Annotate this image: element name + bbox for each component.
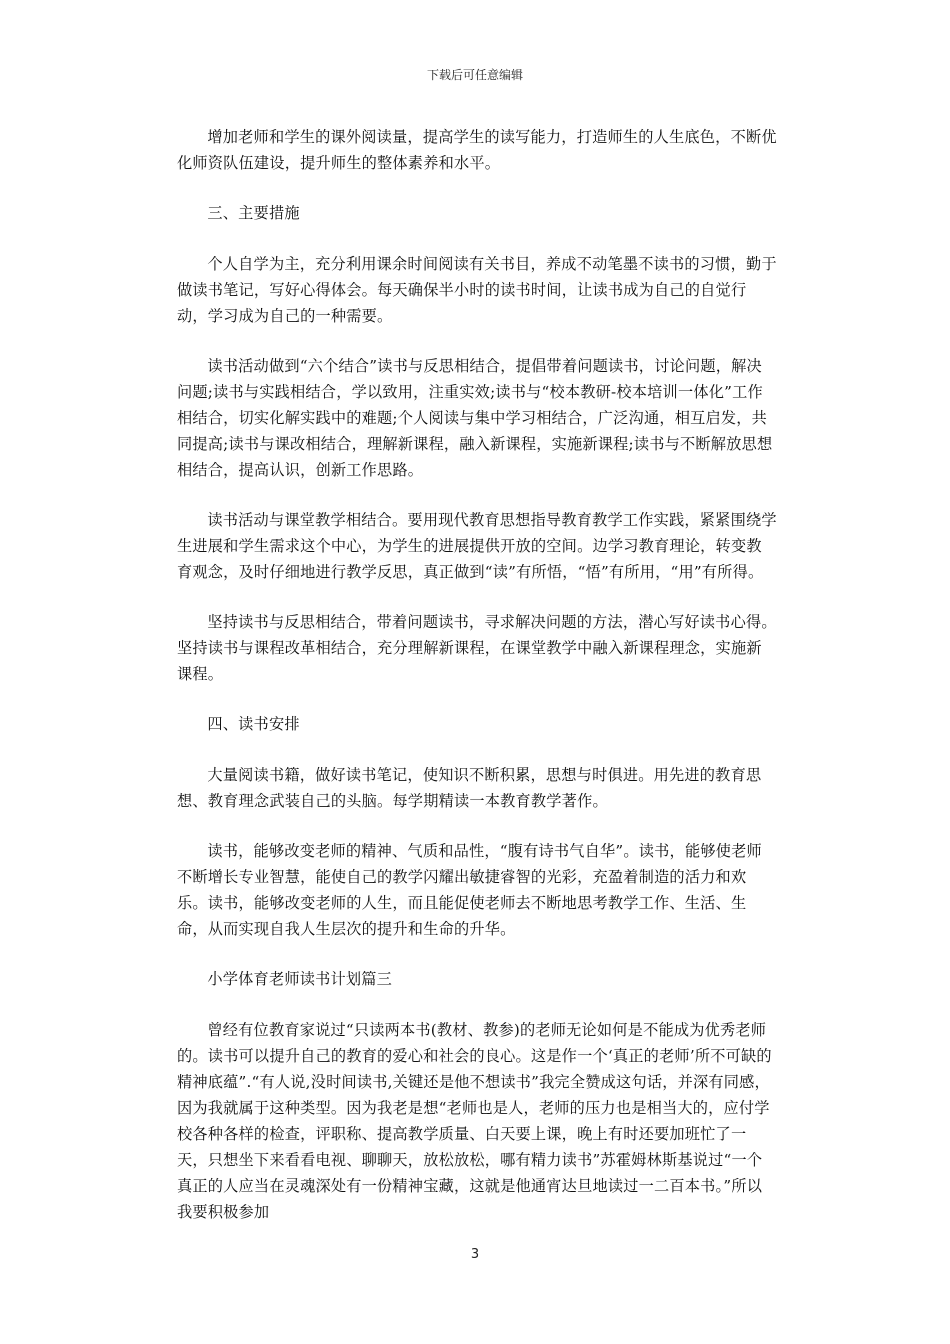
section-heading-main-measures: 三、主要措施: [207, 204, 300, 222]
section-heading-part-three: 小学体育老师读书计划篇三: [207, 970, 393, 988]
document-body: [177, 124, 777, 1249]
paragraph-goals: 增加老师和学生的课外阅读量，提高学生的读写能力，打造师生的人生底色，不断优化师资队伍建设，提升师生的整体素养和水平。: [177, 128, 777, 172]
page-header: 下载后可任意编辑: [426, 68, 523, 82]
paragraph-classroom-teaching: 读书活动与课堂教学相结合。要用现代教育思想指导教育教学工作实践，紧紧围绕学生进展和学生需求这个中心，为学生的进展提供开放的空间。边学习教育理论，转变教育观念，及时仔细地进行教学反思，真正做到“读”有所悟，“悟”有所用，“用”有所得。: [177, 511, 777, 581]
paragraph-six-combinations: 读书活动做到“六个结合”读书与反思相结合，提倡带着问题读书，讨论问题，解决问题;读书与实践相结合，学以致用，注重实效;读书与“校本教研-校本培训一体化”工作相结合，切实化解实践中的难题;个人阅读与集中学习相结合，广泛沟通，相互启发，共同提高;读书与课改相结合，理解新课程，融入新课程，实施新课程;读书与不断解放思想相结合，提高认识，创新工作思路。: [177, 357, 773, 479]
paragraph-educator-quote: 曾经有位教育家说过“只读两本书(教材、教参)的老师无论如何是不能成为优秀老师的。读书可以提升自己的教育的爱心和社会的良心。这是作一个‘真正的老师’所不可缺的精神底蕴”.“有人说,没时间读书,关键还是他不想读书”我完全赞成这句话，并深有同感，因为我就属于这种类型。因为我老是想“老师也是人，老师的压力也是相当大的，应付学校各种各样的检查，评职称、提高教学质量、白天要上课，晚上有时还要加班忙了一天，只想坐下来看看电视、聊聊天，放松放松，哪有精力读书”苏霍姆林斯基说过“一个真正的人应当在灵魂深处有一份精神宝藏，这就是他通宵达旦地读过一二百本书。”所以我要积极参加: [177, 1021, 772, 1221]
paragraph-read-books: 大量阅读书籍，做好读书笔记，使知识不断积累，思想与时俱进。用先进的教育思想、教育理念武装自己的头脑。每学期精读一本教育教学著作。: [177, 766, 762, 810]
paragraph-reflection: 坚持读书与反思相结合，带着问题读书，寻求解决问题的方法，潜心写好读书心得。坚持读书与课程改革相结合，充分理解新课程，在课堂教学中融入新课程理念，实施新课程。: [177, 613, 777, 683]
paragraph-self-study: 个人自学为主，充分利用课余时间阅读有关书目，养成不动笔墨不读书的习惯，勤于做读书笔记，写好心得体会。每天确保半小时的读书时间，让读书成为自己的自觉行动，学习成为自己的一种需要。: [177, 255, 777, 325]
paragraph-reading-benefits: 读书，能够改变老师的精神、气质和品性，“腹有诗书气自华”。读书，能够使老师不断增长专业智慧，能使自己的教学闪耀出敏捷睿智的光彩，充盈着制造的活力和欢乐。读书，能够改变老师的人生，而且能促使老师去不断地思考教学工作、生活、生命，从而实现自我人生层次的提升和生命的升华。: [177, 842, 762, 938]
page-number: 3: [470, 1247, 480, 1262]
section-heading-reading-arrangement: 四、读书安排: [207, 715, 300, 733]
